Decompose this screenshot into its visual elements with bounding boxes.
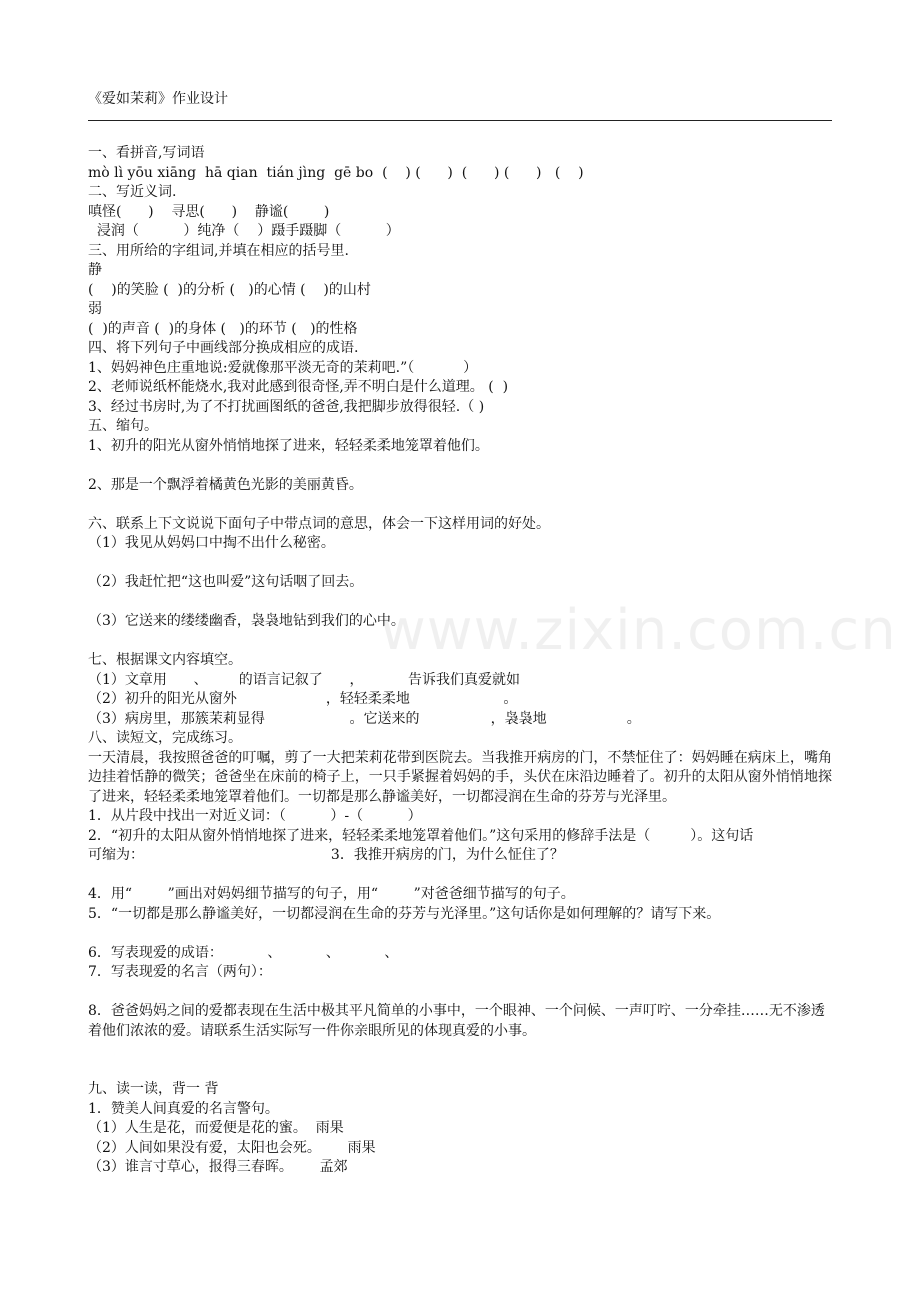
text-line: ( )的笑脸 ( )的分析 ( )的心情 ( )的山村: [88, 281, 371, 298]
document-body: [88, 144, 832, 1178]
blank-line: [88, 632, 832, 652]
text-line: 三、用所给的字组词,并填在相应的括号里.: [88, 242, 349, 259]
text-line: 九、读一读，背一 背: [88, 1081, 219, 1097]
text-line: 1．赞美人间真爱的名言警句。: [88, 1100, 279, 1117]
blank-line: [88, 456, 832, 476]
text-line: 二、写近义词.: [88, 184, 177, 200]
reading-passage: 一天清晨，我按照爸爸的叮嘱，剪了一大把茉莉花带到医院去。当我推开病房的门，不禁怔住了：妈妈睡在病床上，嘴角边挂着恬静的微笑；爸爸坐在床前的椅子上，一只手紧握着妈妈的手，头伏在床沿边睡着了。初升的太阳从窗外悄悄地探了进来，轻轻柔柔地笼罩着他们。一切都是那么静谧美好，一切都浸润在生命的芬芳与光泽里。: [88, 749, 832, 805]
text-line: 2、那是一个飘浮着橘黄色光影的美丽黄昏。: [88, 476, 363, 493]
text-line: 5．“一切都是那么静谧美好，一切都浸润在生命的芬芳与光泽里。”这句话你是如何理解的？请写下来。: [88, 905, 721, 922]
text-line: 7．写表现爱的名言（两句）：: [88, 964, 272, 980]
text-line: 嗔怪( ) 寻思( ) 静谧( ): [88, 203, 330, 220]
text-line: 1．从片段中找出一对近义词：（ ）-（ ）: [88, 808, 422, 824]
blank-line: [88, 866, 832, 886]
blank-line: [88, 924, 832, 944]
blank-line: [88, 593, 832, 613]
text-line: 8．爸爸妈妈之间的爱都表现在生活中极其平凡简单的小事中，一个眼神、一个问候、一声叮咛、一分牵挂……无不渗透着他们浓浓的爱。请联系生活实际写一件你亲眼所见的体现真爱的小事。: [88, 1003, 825, 1039]
text-line: 七、根据课文内容填空。: [88, 652, 242, 668]
text-line: （2）我赶忙把“这也叫爱”这句话咽了回去。: [88, 574, 364, 590]
text-line: （3）病房里，那簇茉莉显得 。它送来的 ，袅袅地 。: [88, 710, 641, 727]
blank-line: [88, 983, 832, 1003]
text-line: （1）我见从妈妈口中掏不出什么秘密。: [88, 535, 335, 551]
text-line: 静: [88, 262, 102, 278]
text-line: 3、经过书房时,为了不打扰画图纸的爸爸,我把脚步放得很轻.（ ): [88, 398, 485, 415]
watermark: www.zixin.com.cn: [380, 598, 897, 663]
text-line: 4．用“ ”画出对妈妈细节描写的句子，用“ ”对爸爸细节描写的句子。: [88, 886, 575, 902]
text-line: 6．写表现爱的成语： 、 、 、: [88, 944, 399, 961]
text-line: （3）它送来的缕缕幽香，袅袅地钻到我们的心中。: [88, 613, 405, 629]
text-line: mò lì yōu xiāng hā qian tián jìng gē bo ( ) ( ) ( ) ( ) ( ): [88, 164, 584, 181]
text-line: 五、缩句。: [88, 418, 158, 434]
blank-line: [88, 495, 832, 515]
text-line: 浸润（ ）纯净（ ）蹑手蹑脚（ ）: [88, 223, 400, 239]
text-line: 八、读短文，完成练习。: [88, 730, 242, 746]
blank-line: [88, 554, 832, 574]
text-line: 六、联系上下文说说下面句子中带点词的意思，体会一下这样用词的好处。: [88, 515, 550, 532]
text-line: 1、妈妈神色庄重地说:爱就像那平淡无奇的茉莉吧.”（ ）: [88, 359, 478, 376]
text-line: 2．“初升的太阳从窗外悄悄地探了进来，轻轻柔柔地笼罩着他们。”这句采用的修辞手法是（ ）。这句话: [88, 827, 754, 844]
text-line: （2）人间如果没有爱，太阳也会死。 雨果: [88, 1139, 376, 1156]
text-line: 一、看拼音,写词语: [88, 145, 205, 161]
text-line: 可缩为： 3．我推开病房的门，为什么怔住了？: [88, 847, 564, 863]
text-line: 1、初升的阳光从窗外悄悄地探了进来，轻轻柔柔地笼罩着他们。: [88, 437, 489, 454]
text-line: 弱: [88, 301, 102, 317]
header-rule: [88, 120, 832, 121]
text-line: 四、将下列句子中画线部分换成相应的成语.: [88, 340, 359, 356]
text-line: （1）人生是花，而爱便是花的蜜。 雨果: [88, 1120, 344, 1136]
text-line: 2、老师说纸杯能烧水,我对此感到很奇怪,弄不明白是什么道理。 ( ): [88, 379, 509, 395]
text-line: （1）文章用 、 的语言记叙了 ， 告诉我们真爱就如: [88, 671, 520, 688]
blank-line: [88, 1061, 832, 1081]
document-title: 《爱如茉莉》作业设计: [88, 91, 228, 107]
text-line: ( )的声音 ( )的身体 ( )的环节 ( )的性格: [88, 320, 358, 337]
blank-line: [88, 1041, 832, 1061]
text-line: （3）谁言寸草心，报得三春晖。 孟郊: [88, 1159, 348, 1175]
text-line: （2）初升的阳光从窗外 ，轻轻柔柔地 。: [88, 691, 518, 707]
